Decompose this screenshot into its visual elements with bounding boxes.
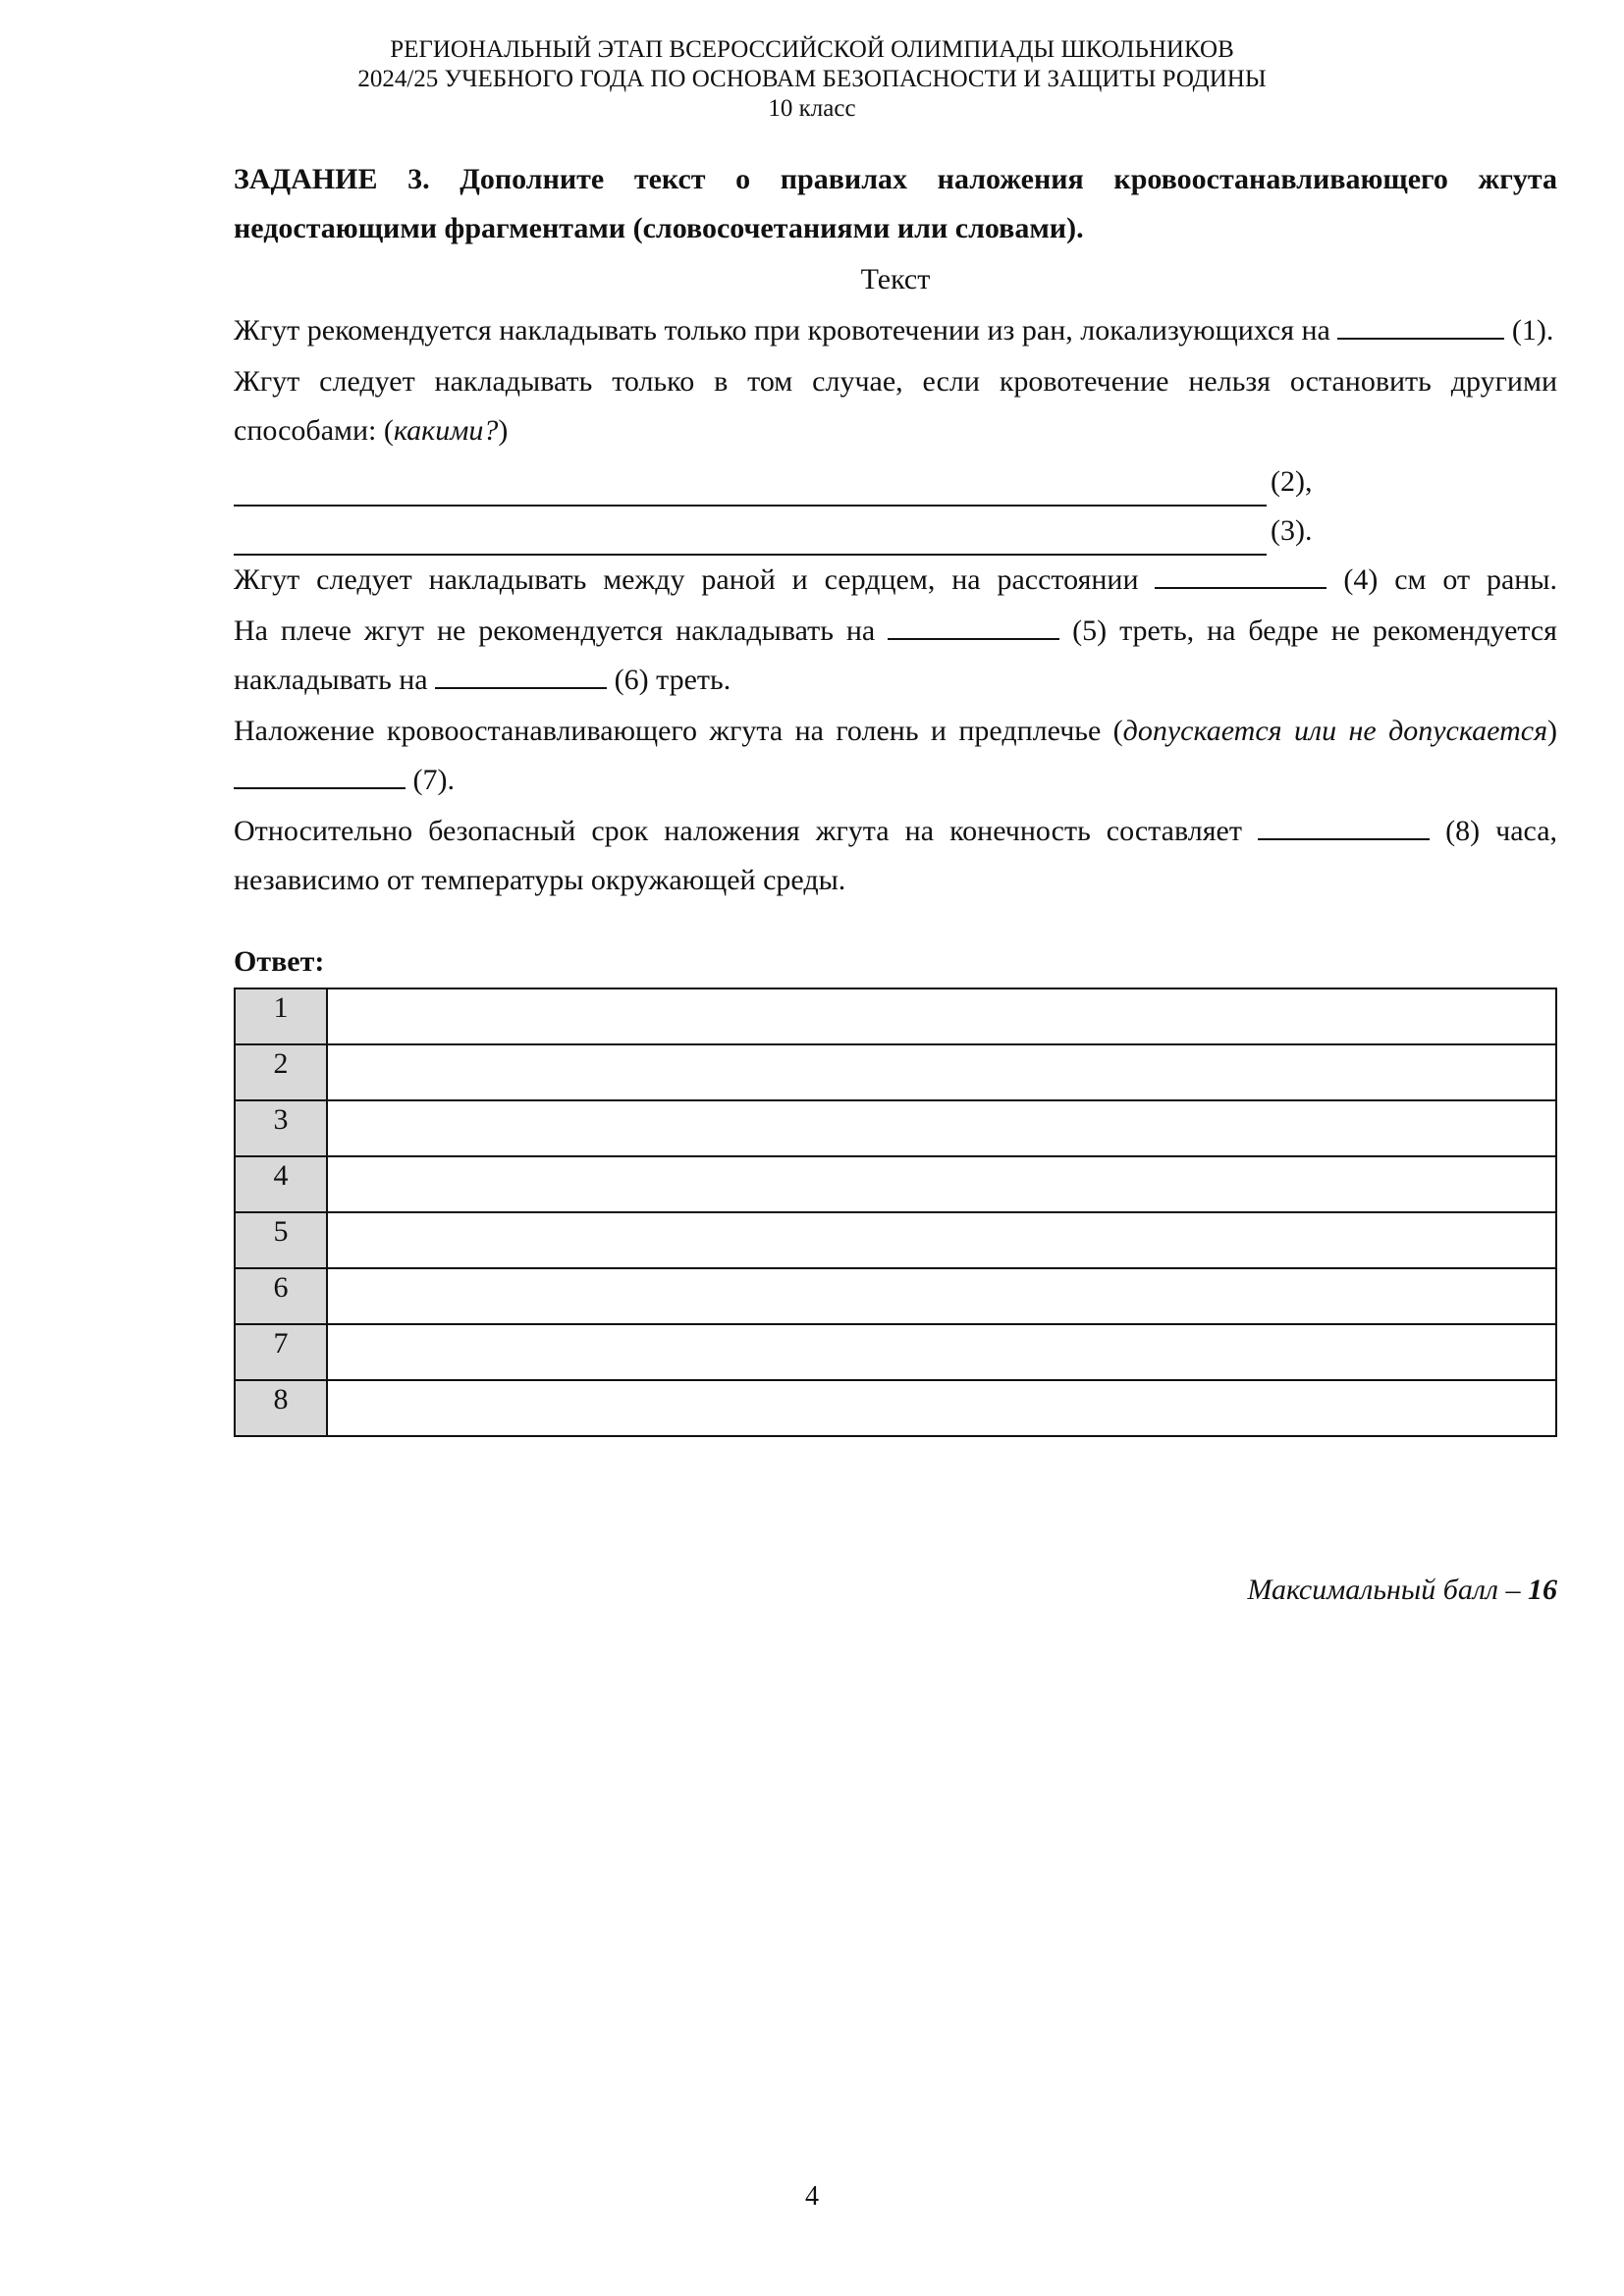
sentence-6-text: Относительно безопасный срок наложения жгута на конечность составляет [234, 815, 1242, 847]
gap-2-line [234, 457, 1557, 507]
blank-6[interactable] [435, 664, 607, 689]
gap-2-label: (2), [1271, 465, 1313, 498]
sentence-3-tail: (4) см от раны. [1343, 563, 1558, 596]
answer-cell[interactable] [327, 1324, 1556, 1380]
answer-row [235, 988, 1556, 1044]
answer-row [235, 1212, 1556, 1268]
sentence-6-tail: (8) часа, независимо от температуры окружающей среды. [234, 815, 1558, 896]
blank-4[interactable] [1155, 563, 1326, 589]
header-line-3: 10 класс [768, 95, 856, 122]
task-title: ЗАДАНИЕ 3. Дополните текст о правилах наложения кровоостанавливающего жгута недостающими фрагментами (словосочетаниями или словами). [234, 163, 1557, 244]
blank-8[interactable] [1258, 815, 1430, 840]
task-content [234, 155, 1557, 1437]
header-line-2: 2024/25 УЧЕБНОГО ГОДА ПО ОСНОВАМ БЕЗОПАСНОСТИ И ЗАЩИТЫ РОДИНЫ [357, 66, 1267, 92]
sentence-2-close: ) [498, 414, 509, 447]
answer-cell[interactable] [327, 988, 1556, 1044]
gap-3-label: (3). [1271, 514, 1313, 547]
answer-row-number: 2 [235, 1044, 327, 1100]
sentence-5-hint: допускается или не допускается [1122, 715, 1548, 747]
max-score-label: Максимальный балл – [1247, 1574, 1521, 1606]
page-number: 4 [805, 2181, 819, 2212]
sentence-3 [234, 556, 1557, 605]
answer-row [235, 1100, 1556, 1156]
sentence-4-text: На плече жгут не рекомендуется накладывать на [234, 614, 876, 647]
sentence-5-close: ) [1547, 715, 1558, 747]
header-line-1: РЕГИОНАЛЬНЫЙ ЭТАП ВСЕРОССИЙСКОЙ ОЛИМПИАДЫ ШКОЛЬНИКОВ [390, 36, 1234, 63]
answer-cell[interactable] [327, 1380, 1556, 1436]
answer-cell[interactable] [327, 1044, 1556, 1100]
max-score-value: 16 [1528, 1574, 1557, 1606]
sentence-2-text: Жгут следует накладывать только в том случае, если кровотечение нельзя остановить другими способами: ( [234, 365, 1557, 447]
gap-3-line [234, 507, 1557, 556]
answer-label: Ответ: [234, 945, 325, 978]
sentence-4 [234, 607, 1557, 705]
answer-row-number: 4 [235, 1156, 327, 1212]
document-header [0, 35, 1624, 124]
answer-row-number: 3 [235, 1100, 327, 1156]
sentence-4-tail: (6) треть. [614, 664, 731, 696]
sentence-5-gap-label: (7). [412, 764, 455, 796]
answer-row-number: 8 [235, 1380, 327, 1436]
answer-row [235, 1044, 1556, 1100]
sentence-3-text: Жгут следует накладывать между раной и сердцем, на расстоянии [234, 563, 1139, 596]
answer-cell[interactable] [327, 1268, 1556, 1324]
answer-row [235, 1380, 1556, 1436]
blank-2[interactable] [234, 469, 1267, 507]
answer-table [234, 988, 1557, 1437]
blank-5[interactable] [888, 614, 1059, 640]
sentence-1 [234, 306, 1557, 355]
sentence-1-text: Жгут рекомендуется накладывать только при кровотечении из ран, локализующихся на [234, 314, 1330, 347]
answer-row-number: 6 [235, 1268, 327, 1324]
answer-row-number: 5 [235, 1212, 327, 1268]
sentence-6 [234, 807, 1557, 905]
answer-row-number: 1 [235, 988, 327, 1044]
max-score [1247, 1571, 1557, 1610]
blank-7[interactable] [234, 764, 406, 789]
sentence-5-text: Наложение кровоостанавливающего жгута на голень и предплечье ( [234, 715, 1123, 747]
sentence-4-middle: (5) треть, на бедре не рекомендуется накладывать на [234, 614, 1557, 696]
blank-3[interactable] [234, 518, 1267, 556]
answer-row [235, 1156, 1556, 1212]
answer-row [235, 1324, 1556, 1380]
sentence-5 [234, 707, 1557, 805]
answer-cell[interactable] [327, 1212, 1556, 1268]
sentence-2 [234, 357, 1557, 455]
answer-cell[interactable] [327, 1156, 1556, 1212]
blank-1[interactable] [1337, 314, 1504, 340]
sentence-1-gap-label: (1). [1511, 314, 1554, 347]
answer-row-number: 7 [235, 1324, 327, 1380]
answer-cell[interactable] [327, 1100, 1556, 1156]
text-heading: Текст [860, 263, 931, 295]
sentence-2-hint: какими? [393, 414, 499, 447]
answer-row [235, 1268, 1556, 1324]
